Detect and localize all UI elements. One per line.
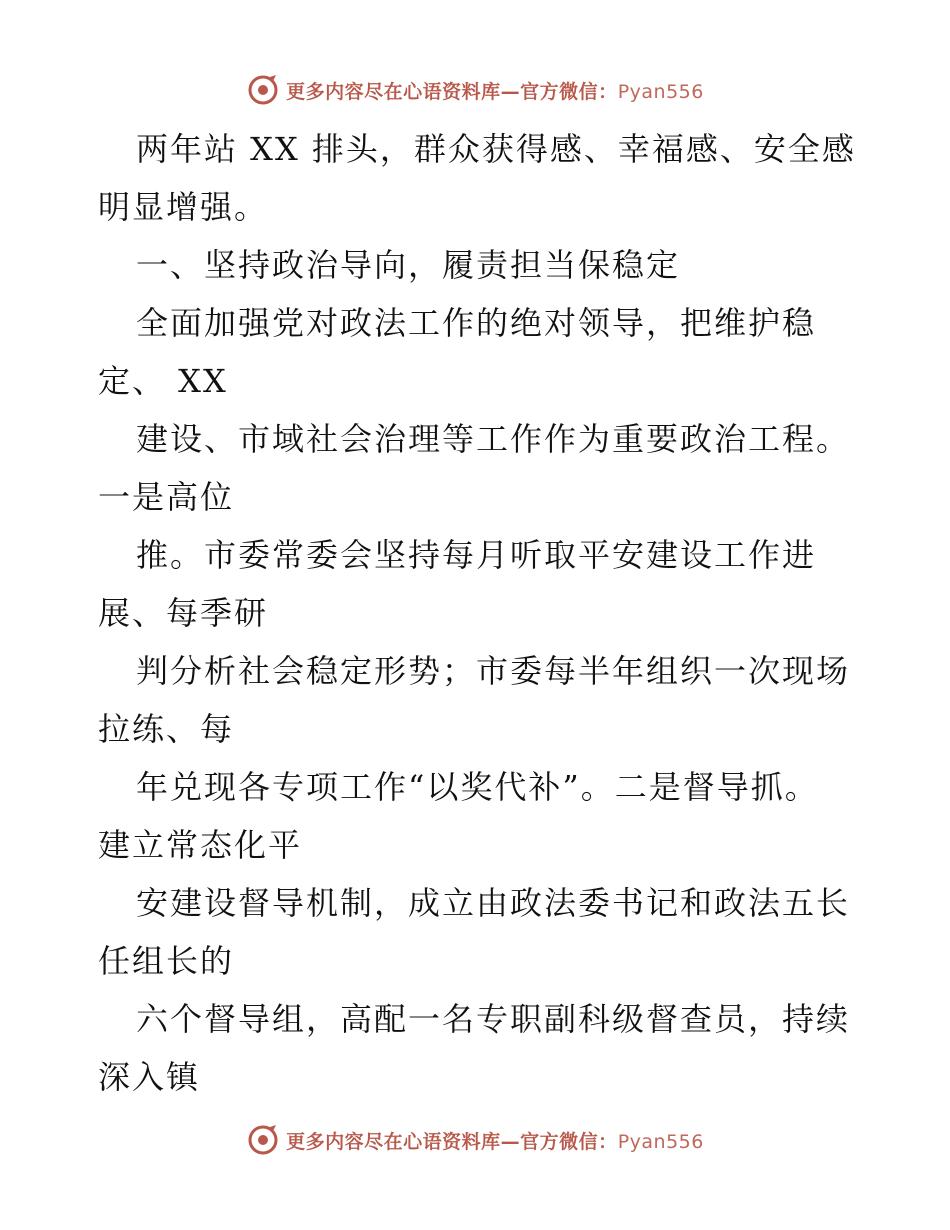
paragraph-line: 建设、市域社会治理等工作作为重要政治工程。 <box>136 420 851 458</box>
paragraph-line: 年兑现各专项工作“以奖代补”。二是督导抓。 <box>136 768 819 806</box>
header-watermark <box>0 70 950 110</box>
paragraph-line: 一是高位 <box>98 478 235 516</box>
paragraph-line: 推。市委常委会坚持每月听取平安建设工作进 <box>136 536 817 574</box>
paragraph-line: 六个督导组，高配一名专职副科级督查员，持续 <box>136 1000 851 1038</box>
quill-logo-icon <box>246 73 280 107</box>
paragraph-line: 展、每季研 <box>98 594 269 632</box>
paragraph-line: 明显增强。 <box>98 188 269 226</box>
paragraph-line: 建立常态化平 <box>98 826 303 864</box>
paragraph-line: 拉练、每 <box>98 710 235 748</box>
footer-watermark <box>0 1120 950 1160</box>
paragraph-line: 一、坚持政治导向，履责担当保稳定 <box>136 246 681 284</box>
paragraph-line: 判分析社会稳定形势；市委每半年组织一次现场 <box>136 652 851 690</box>
paragraph-line: 定、 XX <box>98 362 228 400</box>
quill-logo-icon <box>246 1123 280 1157</box>
paragraph-line: 深入镇 <box>98 1058 201 1096</box>
paragraph-line: 安建设督导机制，成立由政法委书记和政法五长 <box>136 884 851 922</box>
watermark-text: 更多内容尽在心语资料库—官方微信：Pyan556 <box>286 1130 704 1153</box>
paragraph-line: 全面加强党对政法工作的绝对领导，把维护稳 <box>136 304 817 342</box>
paragraph-line: 任组长的 <box>98 942 235 980</box>
watermark-text: 更多内容尽在心语资料库—官方微信：Pyan556 <box>286 80 704 103</box>
paragraph-line: 两年站 XX 排头，群众获得感、幸福感、安全感 <box>136 130 856 168</box>
document-body <box>98 120 858 1106</box>
